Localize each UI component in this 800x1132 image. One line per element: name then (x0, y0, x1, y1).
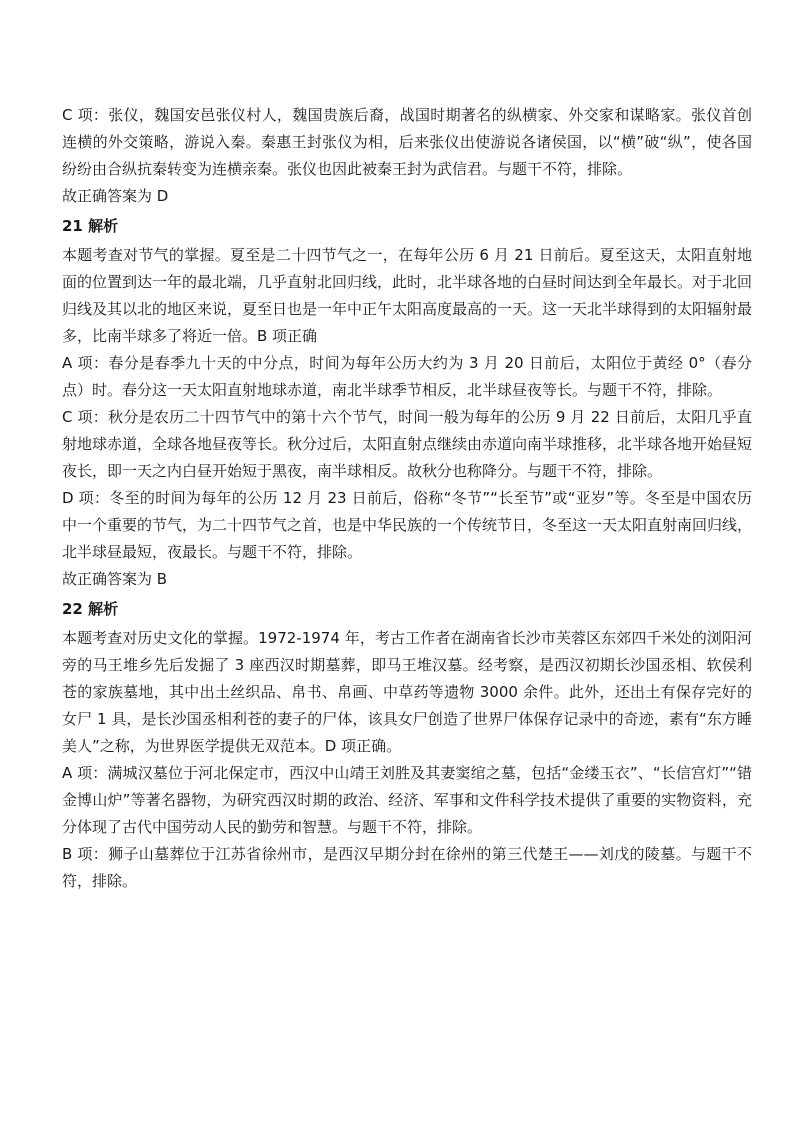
paragraph-21-intro: 本题考查对节气的掌握。夏至是二十四节气之一，在每年公历 6 月 21 日前后。夏至这天，太阳直射地面的位置到达一年的最北端，几乎直射北回归线，此时，北半球各地的白昼时间达到全年最长。对于北回归线及其以北的地区来说，夏至日也是一年中正午太阳高度最高的一天。这一天北半球得到的太阳辐射最多，比南半球多了将近一倍。B 项正确 (62, 246, 753, 345)
paragraph-21-c: C 项：秋分是农历二十四节气中的第十六个节气，时间一般为每年的公历 9 月 22 日前后，太阳几乎直射地球赤道，全球各地昼夜等长。秋分过后，太阳直射点继续由赤道向南半球推移，北半球各地开始昼短夜长，即一天之内白昼开始短于黑夜，南半球相反。故秋分也称降分。与题干不符，排除。 (62, 408, 753, 480)
paragraph-21-a: A 项：春分是春季九十天的中分点，时间为每年公历大约为 3 月 20 日前后，太阳位于黄经 0°（春分点）时。春分这一天太阳直射地球赤道，南北半球季节相反，北半球昼夜等长。与题干不符，排除。 (62, 354, 752, 399)
paragraph-21-d: D 项：冬至的时间为每年的公历 12 月 23 日前后，俗称“冬节”“长至节”或“亚岁”等。冬至是中国农历中一个重要的节气，为二十四节气之首，也是中华民族的一个传统节日，冬至这一天太阳直射南回归线，北半球昼最短，夜最长。与题干不符，排除。 (62, 489, 753, 561)
paragraph-22-a: A 项：满城汉墓位于河北保定市，西汉中山靖王刘胜及其妻窦绾之墓，包括“金缕玉衣”、“长信宫灯”“错金博山炉”等著名器物，为研究西汉时期的政治、经济、军事和文件科学技术提供了重要的实物资料，充分体现了古代中国劳动人民的勤劳和智慧。与题干不符，排除。 (62, 764, 752, 836)
answer-line-d: 故正确答案为 D (62, 187, 169, 205)
paragraph-22-b: B 项：狮子山墓葬位于江苏省徐州市，是西汉早期分封在徐州的第三代楚王——刘戊的陵墓。与题干不符，排除。 (62, 845, 752, 890)
heading-21: 21 解析 (62, 217, 119, 235)
document-page (62, 102, 752, 895)
paragraph-c-zhangyi: C 项：张仪，魏国安邑张仪村人，魏国贵族后裔，战国时期著名的纵横家、外交家和谋略家。张仪首创连横的外交策略，游说入秦。秦惠王封张仪为相，后来张仪出使游说各诸侯国，以“横”破“纵”，使各国纷纷由合纵抗秦转变为连横亲秦。张仪也因此被秦王封为武信君。与题干不符，排除。 (62, 106, 752, 178)
answer-line-b: 故正确答案为 B (62, 570, 168, 588)
heading-22: 22 解析 (62, 600, 119, 618)
paragraph-22-intro: 本题考查对历史文化的掌握。1972-1974 年，考古工作者在湖南省长沙市芙蓉区东郊四千米处的浏阳河旁的马王堆乡先后发掘了 3 座西汉时期墓葬，即马王堆汉墓。经考察，是西汉初期长沙国丞相、软侯利苍的家族墓地，其中出土丝织品、帛书、帛画、中草药等遗物 3000 余件。此外，还出土有保存完好的女尸 1 具，是长沙国丞相利苍的妻子的尸体，该具女尸创造了世界尸体保存记录中的奇迹，素有“东方睡美人”之称，为世界医学提供无双范本。D 项正确。 (62, 629, 752, 755)
